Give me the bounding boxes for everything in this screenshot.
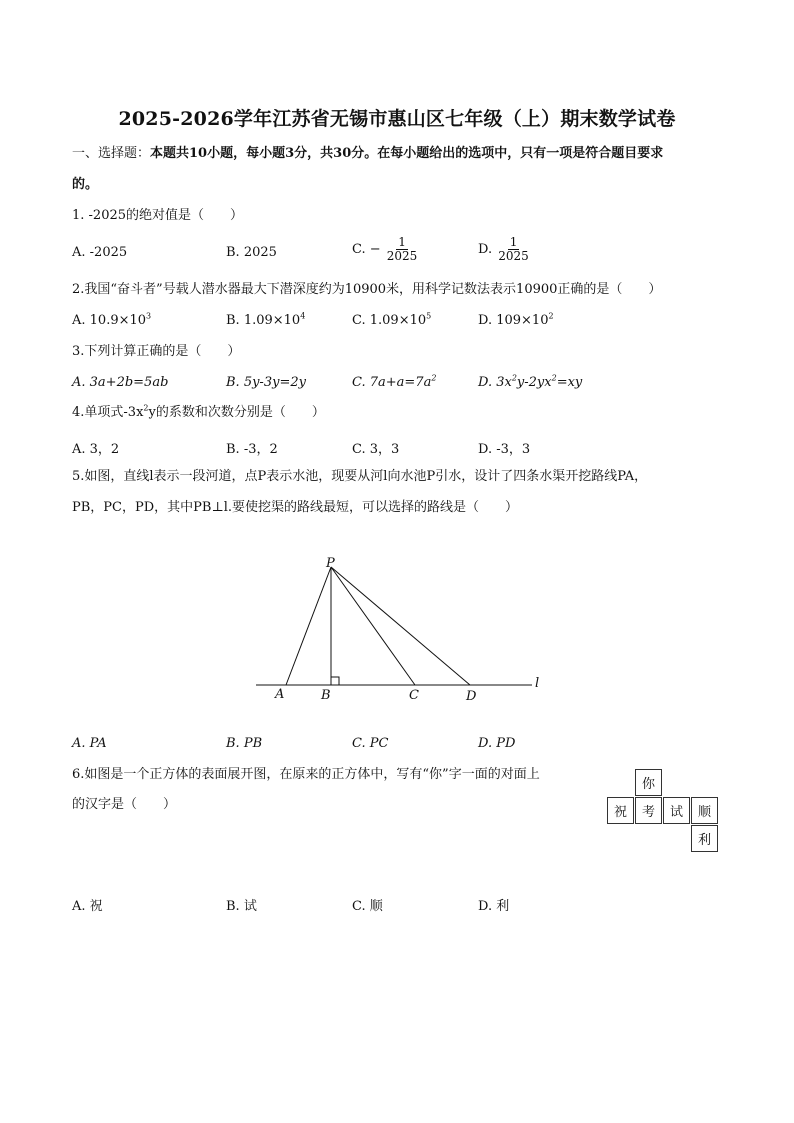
net-cell-1: 祝	[607, 797, 634, 824]
q3-d-p1: D. 3x	[478, 375, 512, 390]
q1-d-fraction	[496, 236, 531, 263]
q5-option-d: D. PD	[478, 736, 516, 751]
q6-option-b: B. 试	[226, 899, 257, 914]
q2-a-base: A. 10.9×10	[72, 313, 147, 328]
q4-option-c: C. 3，3	[352, 442, 400, 457]
net-cell-4: 顺	[691, 797, 718, 824]
q6-line1: 6.如图是一个正方体的表面展开图，在原来的正方体中，写有“你”字一面的对面上	[72, 767, 540, 782]
q2-option-d	[478, 313, 554, 328]
segment-pc	[331, 567, 415, 685]
q5-option-c: C. PC	[352, 736, 389, 751]
label-c: C	[409, 688, 419, 703]
q2-stem: 2.我国“奋斗者”号载人潜水器最大下潜深度约为10900米，用科学记数法表示10900正确的是（ ）	[72, 282, 662, 297]
q1-d-prefix: D.	[478, 242, 493, 257]
section-bold: 本题共10小题，每小题3分，共30分。	[150, 146, 378, 161]
q3-stem: 3.下列计算正确的是（ ）	[72, 344, 241, 359]
q3-option-c	[352, 375, 436, 390]
segment-pa	[286, 567, 331, 685]
net-cell-top: 你	[635, 769, 662, 796]
q5-figure	[250, 552, 550, 707]
net-cell-bottom: 利	[691, 825, 718, 852]
q3-d-e2: 2	[551, 373, 557, 383]
q5-line2: PB，PC，PD，其中PB⊥l.要使挖渠的路线最短，可以选择的路线是（ ）	[72, 500, 518, 515]
q6-option-a: A. 祝	[72, 899, 103, 914]
right-angle-mark	[331, 677, 339, 685]
q3-d-p3: =xy	[556, 375, 583, 390]
q6-line2: 的汉字是（ ）	[72, 797, 177, 812]
q3-c-base: C. 7a+a=7a	[352, 375, 432, 390]
q1-option-d	[478, 236, 531, 263]
q3-c-exp: 2	[431, 373, 437, 383]
net-cell-2: 考	[635, 797, 662, 824]
q5-line1: 5.如图，直线l表示一段河道，点P表示水池，现要从河l向水池P引水，设计了四条水渠开挖路线PA，	[72, 469, 648, 484]
q1-c-den: 2025	[386, 249, 418, 263]
q6-option-d: D. 利	[478, 899, 510, 914]
q4-stem	[72, 405, 325, 421]
q4-option-b: B. -3，2	[226, 442, 278, 457]
q5-option-b: B. PB	[226, 736, 263, 751]
label-d: D	[466, 689, 477, 704]
q3-option-b: B. 5y-3y=2y	[226, 375, 306, 390]
cube-net	[607, 769, 719, 853]
q1-c-prefix: C. −	[352, 242, 381, 257]
q4-option-d: D. -3，3	[478, 442, 531, 457]
q6-option-c: C. 顺	[352, 899, 383, 914]
q1-d-num: 1	[509, 235, 518, 249]
label-a: A	[275, 687, 285, 702]
q1-stem: 1. -2025的绝对值是（ ）	[72, 208, 244, 223]
exam-title: 2025-2026学年江苏省无锡市惠山区七年级（上）期末数学试卷	[118, 108, 676, 130]
net-cell-3: 试	[663, 797, 690, 824]
q4-stem-p1: 4.单项式-3x	[72, 405, 144, 420]
q1-option-b: B. 2025	[226, 245, 277, 260]
q2-option-a	[72, 313, 151, 328]
section-prefix: 一、选择题：	[72, 146, 151, 161]
q3-d-e1: 2	[511, 373, 517, 383]
q2-a-exp: 3	[146, 311, 152, 321]
q1-d-den: 2025	[498, 249, 529, 263]
q4-stem-exp: 2	[143, 403, 149, 413]
q4-option-a: A. 3，2	[72, 442, 120, 457]
q3-option-d	[478, 375, 582, 390]
q1-c-num: 1	[398, 235, 406, 249]
q1-option-c	[352, 236, 419, 263]
q2-option-c	[352, 313, 431, 328]
section-rest: 在每小题给出的选项中，只有一项是符合题目要求	[377, 146, 664, 161]
label-b: B	[321, 688, 331, 703]
q4-stem-p2: y的系数和次数分别是（ ）	[148, 405, 325, 420]
section-header	[72, 146, 663, 162]
q2-d-base: D. 109×10	[478, 313, 549, 328]
q2-c-base: C. 1.09×10	[352, 313, 427, 328]
q2-option-b	[226, 313, 305, 328]
label-p: P	[326, 556, 335, 571]
q3-option-a: A. 3a+2b=5ab	[72, 375, 169, 390]
q2-c-exp: 5	[426, 311, 432, 321]
q2-d-exp: 2	[548, 311, 554, 321]
q2-b-base: B. 1.09×10	[226, 313, 301, 328]
q5-option-a: A. PA	[72, 736, 107, 751]
section-header-line2: 的。	[72, 177, 99, 192]
q3-d-p2: y-2yx	[516, 375, 552, 390]
q1-c-fraction	[385, 236, 420, 263]
label-l: l	[535, 676, 540, 691]
q1-option-a: A. -2025	[72, 245, 128, 260]
segment-pd	[331, 567, 470, 685]
q2-b-exp: 4	[300, 311, 306, 321]
